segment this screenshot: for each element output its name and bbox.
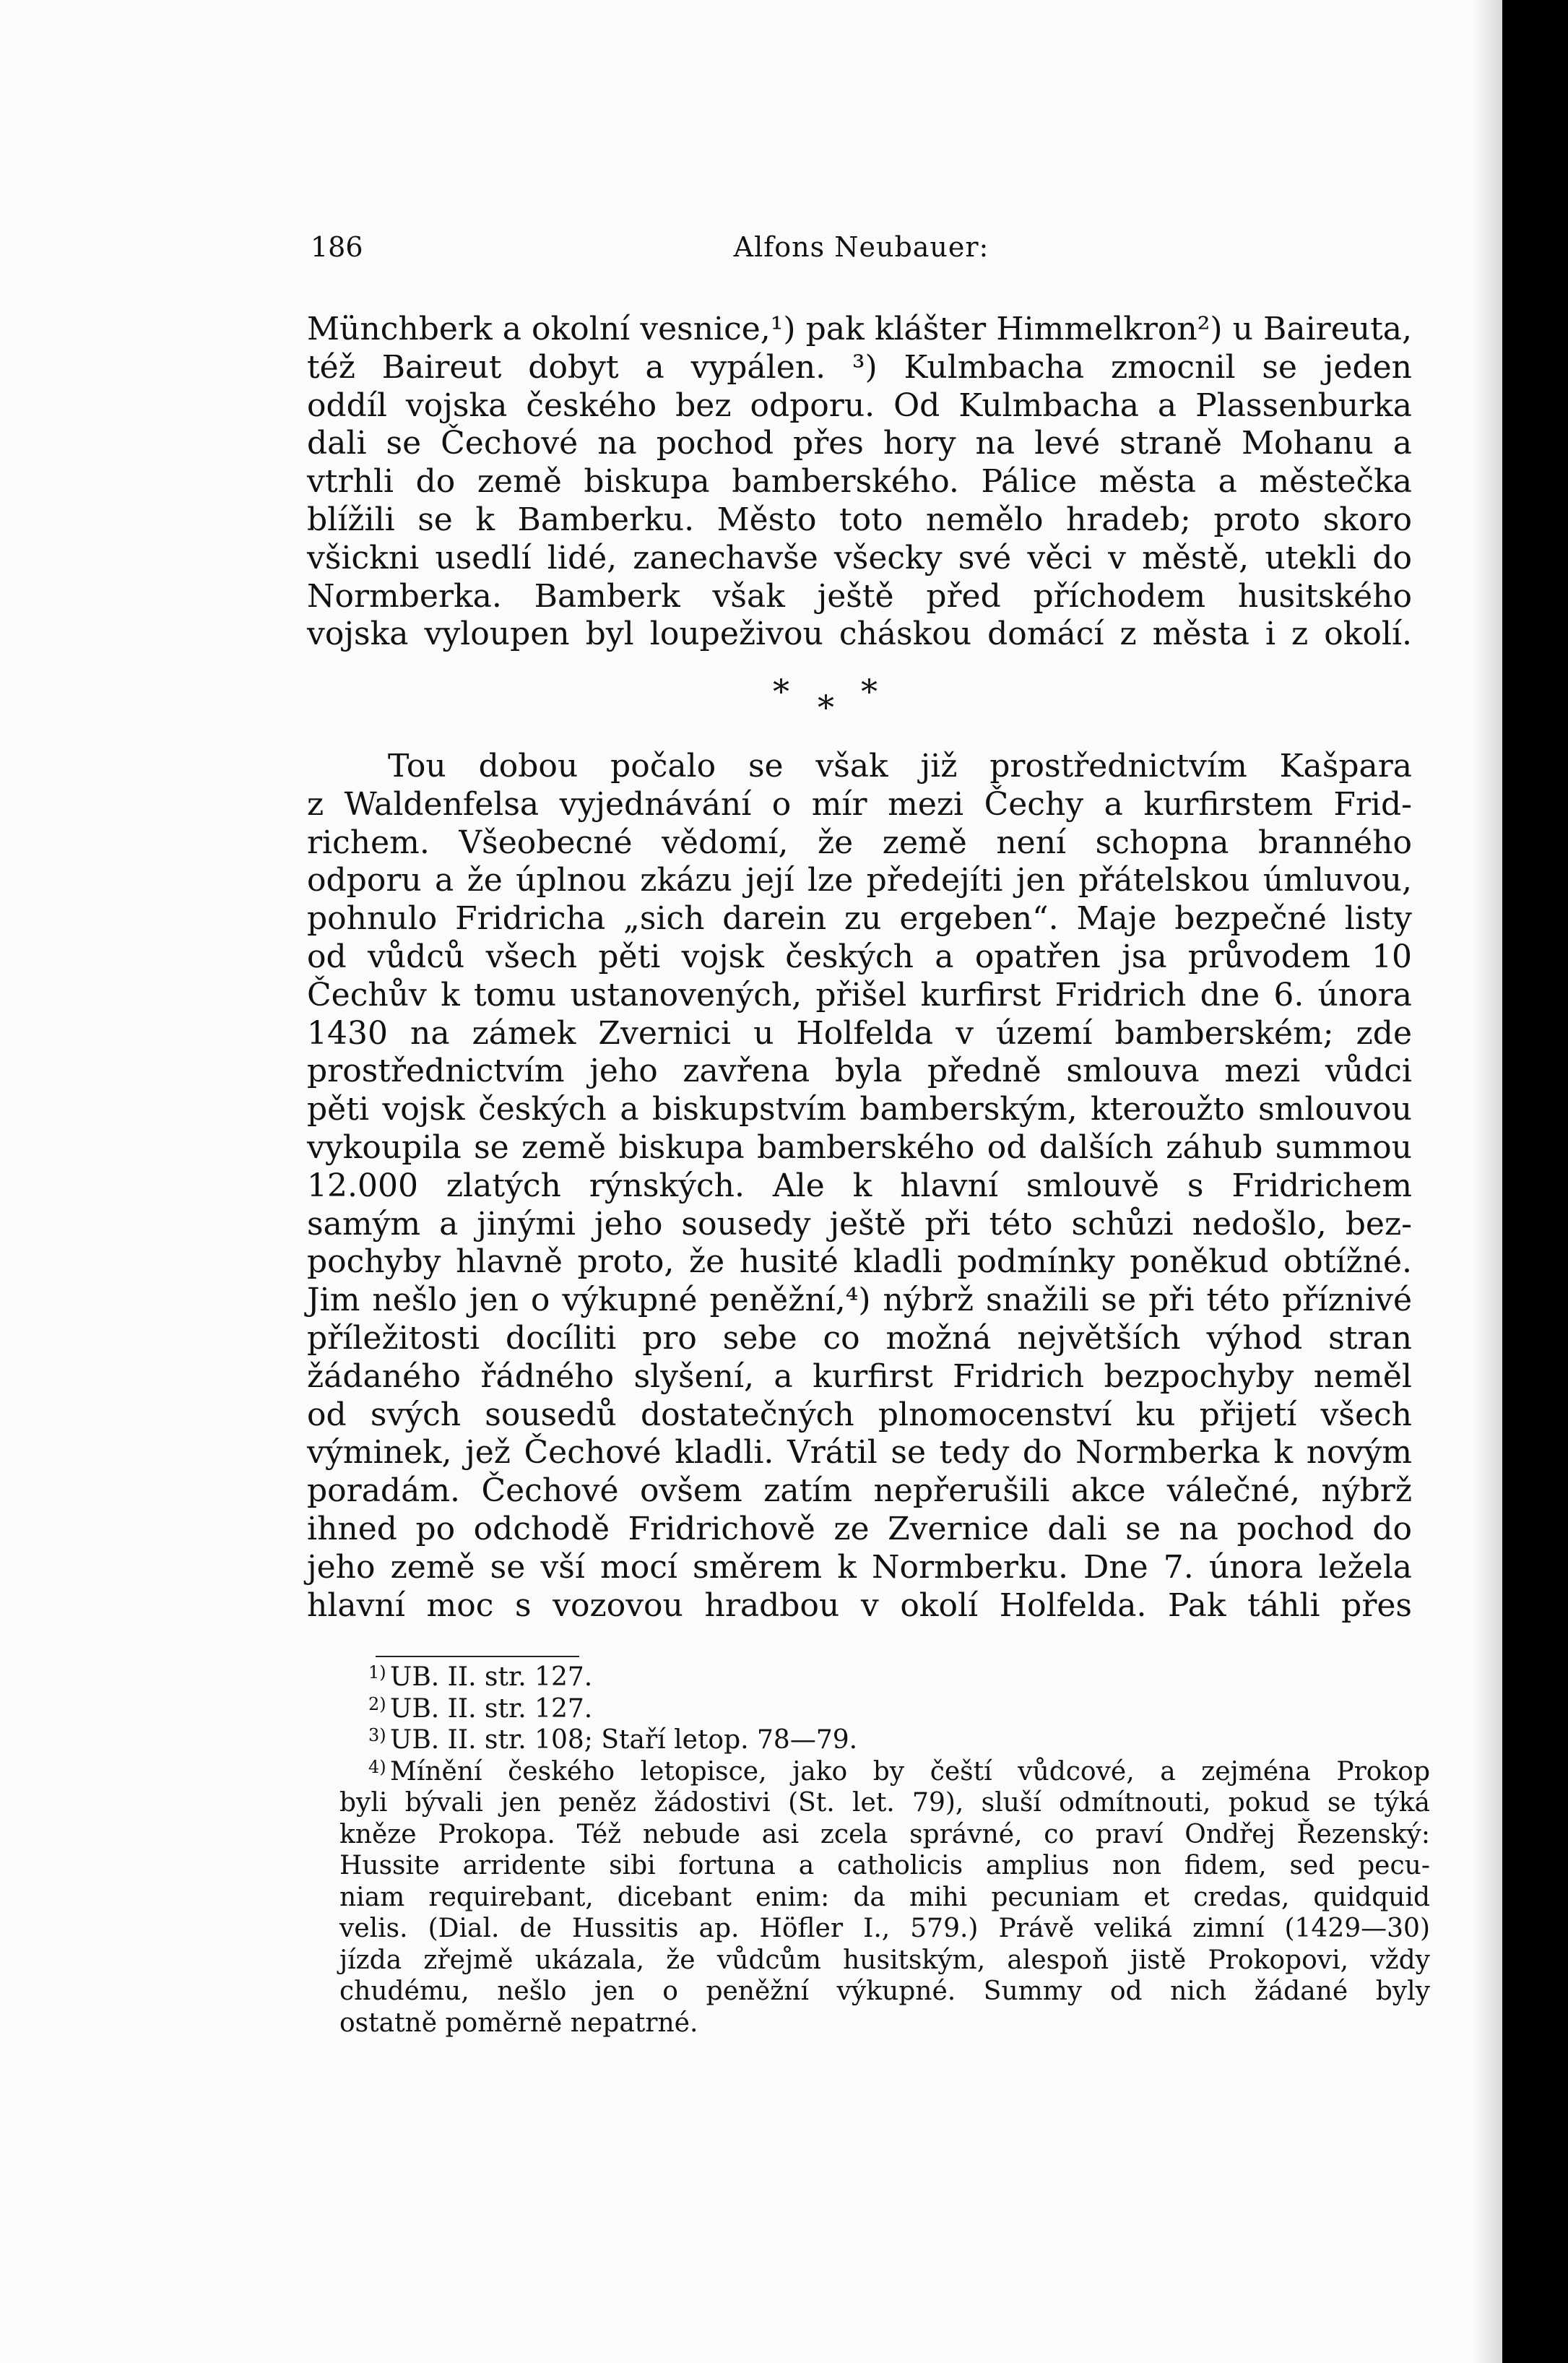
text-line: Münchberk a okolní vesnice,¹) pak klášter Himmelkron²) u Baireuta, [307, 311, 1412, 347]
text-line: pěti vojsk českých a biskupstvím bamberským, kteroužto smlouvou [307, 1091, 1412, 1128]
text-line: od vůdců všech pěti vojsk českých a opatřen jsa průvodem 10 [307, 938, 1412, 975]
separator-star: * [861, 672, 878, 711]
text-line: oddíl vojska českého bez odporu. Od Kulmbacha a Plassenburka [307, 386, 1412, 424]
footnote-line-text: Mínění českého letopisce, jako by čeští vůdcové, a zejména Prokop [390, 1756, 1430, 1787]
text-line: odporu a že úplnou zkázu její lze předejíti jen přátelskou úmluvou, [307, 862, 1412, 899]
footnote-1 [339, 1662, 1430, 1693]
text-line: Čechův k tomu ustanovených, přišel kurfirst Fridrich dne 6. února [307, 976, 1412, 1014]
footnote-3 [339, 1724, 1430, 1756]
footnote-text: UB. II. str. 127. [390, 1693, 593, 1724]
running-title: Alfons Neubauer: [733, 231, 989, 263]
text-line: Tou dobou počalo se však již prostřednictvím Kašpara [388, 748, 1412, 785]
text-line: příležitosti docíliti pro sebe co možná největších výhod stran [307, 1319, 1412, 1357]
text-line: poradám. Čechové ovšem zatím nepřerušili akce válečné, nýbrž [307, 1472, 1412, 1510]
text-line: Normberka. Bamberk však ještě před příchodem husitského [307, 577, 1412, 615]
footnote-text: UB. II. str. 108; Staří letop. 78—79. [390, 1725, 858, 1755]
separator-star: * [818, 688, 834, 727]
text-line: všickni usedlí lidé, zanechavše všecky své věci v městě, utekli do [307, 539, 1412, 576]
text-line: dali se Čechové na pochod přes hory na levé straně Mohanu a [307, 425, 1412, 462]
text-line: 1430 na zámek Zvernici u Holfelda v území bamberském; zde [307, 1014, 1412, 1052]
footnote-mark: 2) [368, 1693, 386, 1714]
footnote-text: UB. II. str. 127. [390, 1662, 593, 1692]
text-line: richem. Všeobecné vědomí, že země není schopna branného [307, 824, 1412, 861]
footnote-divider [376, 1656, 579, 1657]
page-number: 186 [311, 231, 363, 263]
footnote-4 [339, 1756, 1430, 2039]
footnote-line: Hussite arridente sibi fortuna a catholicis amplius non fidem, sed pecu- [339, 1851, 1430, 1880]
text-line: vtrhli do země biskupa bamberského. Pálice města a městečka [307, 463, 1412, 501]
page-header [311, 231, 1412, 275]
paragraph-1 [307, 311, 1412, 654]
text-line: blížili se k Bamberku. Město toto nemělo hradeb; proto skoro [307, 501, 1412, 538]
text-line: z Waldenfelsa vyjednávání o mír mezi Čechy a kurfirstem Frid- [307, 785, 1412, 823]
footnote-line: velis. (Dial. de Hussitis ap. Höfler I., 579.) Právě veliká zimní (1429—30) [339, 1914, 1430, 1943]
footnote-mark: 3) [368, 1725, 386, 1745]
text-line: vykoupila se země biskupa bamberského od dalších záhub summou [307, 1128, 1412, 1166]
text-line: od svých sousedů dostatečných plnomocenství ku přijetí všech [307, 1396, 1412, 1433]
text-line: pochyby hlavně proto, že husité kladli podmínky poněkud obtížné. [307, 1243, 1412, 1281]
footnote-line: ostatně poměrně nepatrné. [339, 2008, 698, 2038]
footnote-line: byli bývali jen peněz žádostivi (St. let. 79), sluší odmítnouti, pokud se týká [339, 1788, 1430, 1818]
footnote-mark: 4) [368, 1756, 386, 1777]
footnote-line: niam requirebant, dicebant enim: da mihi pecuniam et credas, quidquid [339, 1882, 1430, 1912]
text-line: ihned po odchodě Fridrichově ze Zvernice dali se na pochod do [307, 1510, 1412, 1547]
text-line: též Baireut dobyt a vypálen. ³) Kulmbacha zmocnil se jeden [307, 348, 1412, 386]
text-line: jeho země se vší mocí směrem k Normberku. Dne 7. února ležela [307, 1548, 1412, 1586]
text-line: samým a jinými jeho sousedy ještě při této schůzi nedošlo, bez- [307, 1205, 1412, 1243]
footnotes [339, 1662, 1430, 2039]
text-line: 12.000 zlatých rýnských. Ale k hlavní smlouvě s Fridrichem [307, 1167, 1412, 1204]
footnote-line: chudému, nešlo jen o peněžní výkupné. Summy od nich žádané byly [339, 1977, 1430, 2006]
paragraph-2 [307, 748, 1412, 1625]
footnote-line [339, 1756, 1430, 1788]
text-line: Jim nešlo jen o výkupné peněžní,⁴) nýbrž snažili se při této příznivé [307, 1282, 1412, 1319]
footnote-line: kněze Prokopa. Též nebude asi zcela správné, co praví Ondřej Řezenský: [339, 1819, 1430, 1849]
page-edge-shadow [1473, 0, 1502, 2363]
section-separator [737, 672, 924, 730]
text-line: výminek, jež Čechové kladli. Vrátil se tedy do Normberka k novým [307, 1434, 1412, 1472]
footnote-line: jízda zřejmě ukázala, že vůdcům husitským, alespoň jistě Prokopovi, vždy [339, 1945, 1430, 1975]
separator-star: * [773, 672, 789, 711]
text-line: žádaného řádného slyšení, a kurfirst Fridrich bezpochyby neměl [307, 1357, 1412, 1395]
text-line: pohnulo Fridricha „sich darein zu ergeben“. Maje bezpečné listy [307, 900, 1412, 938]
footnote-mark: 1) [368, 1662, 386, 1682]
text-line: prostřednictvím jeho zavřena byla předně smlouva mezi vůdci [307, 1053, 1412, 1090]
footnote-2 [339, 1693, 1430, 1725]
text-line: vojska vyloupen byl loupeživou cháskou domácí z města i z okolí. [307, 615, 1412, 653]
text-line: hlavní moc s vozovou hradbou v okolí Holfelda. Pak táhli přes [307, 1586, 1412, 1624]
